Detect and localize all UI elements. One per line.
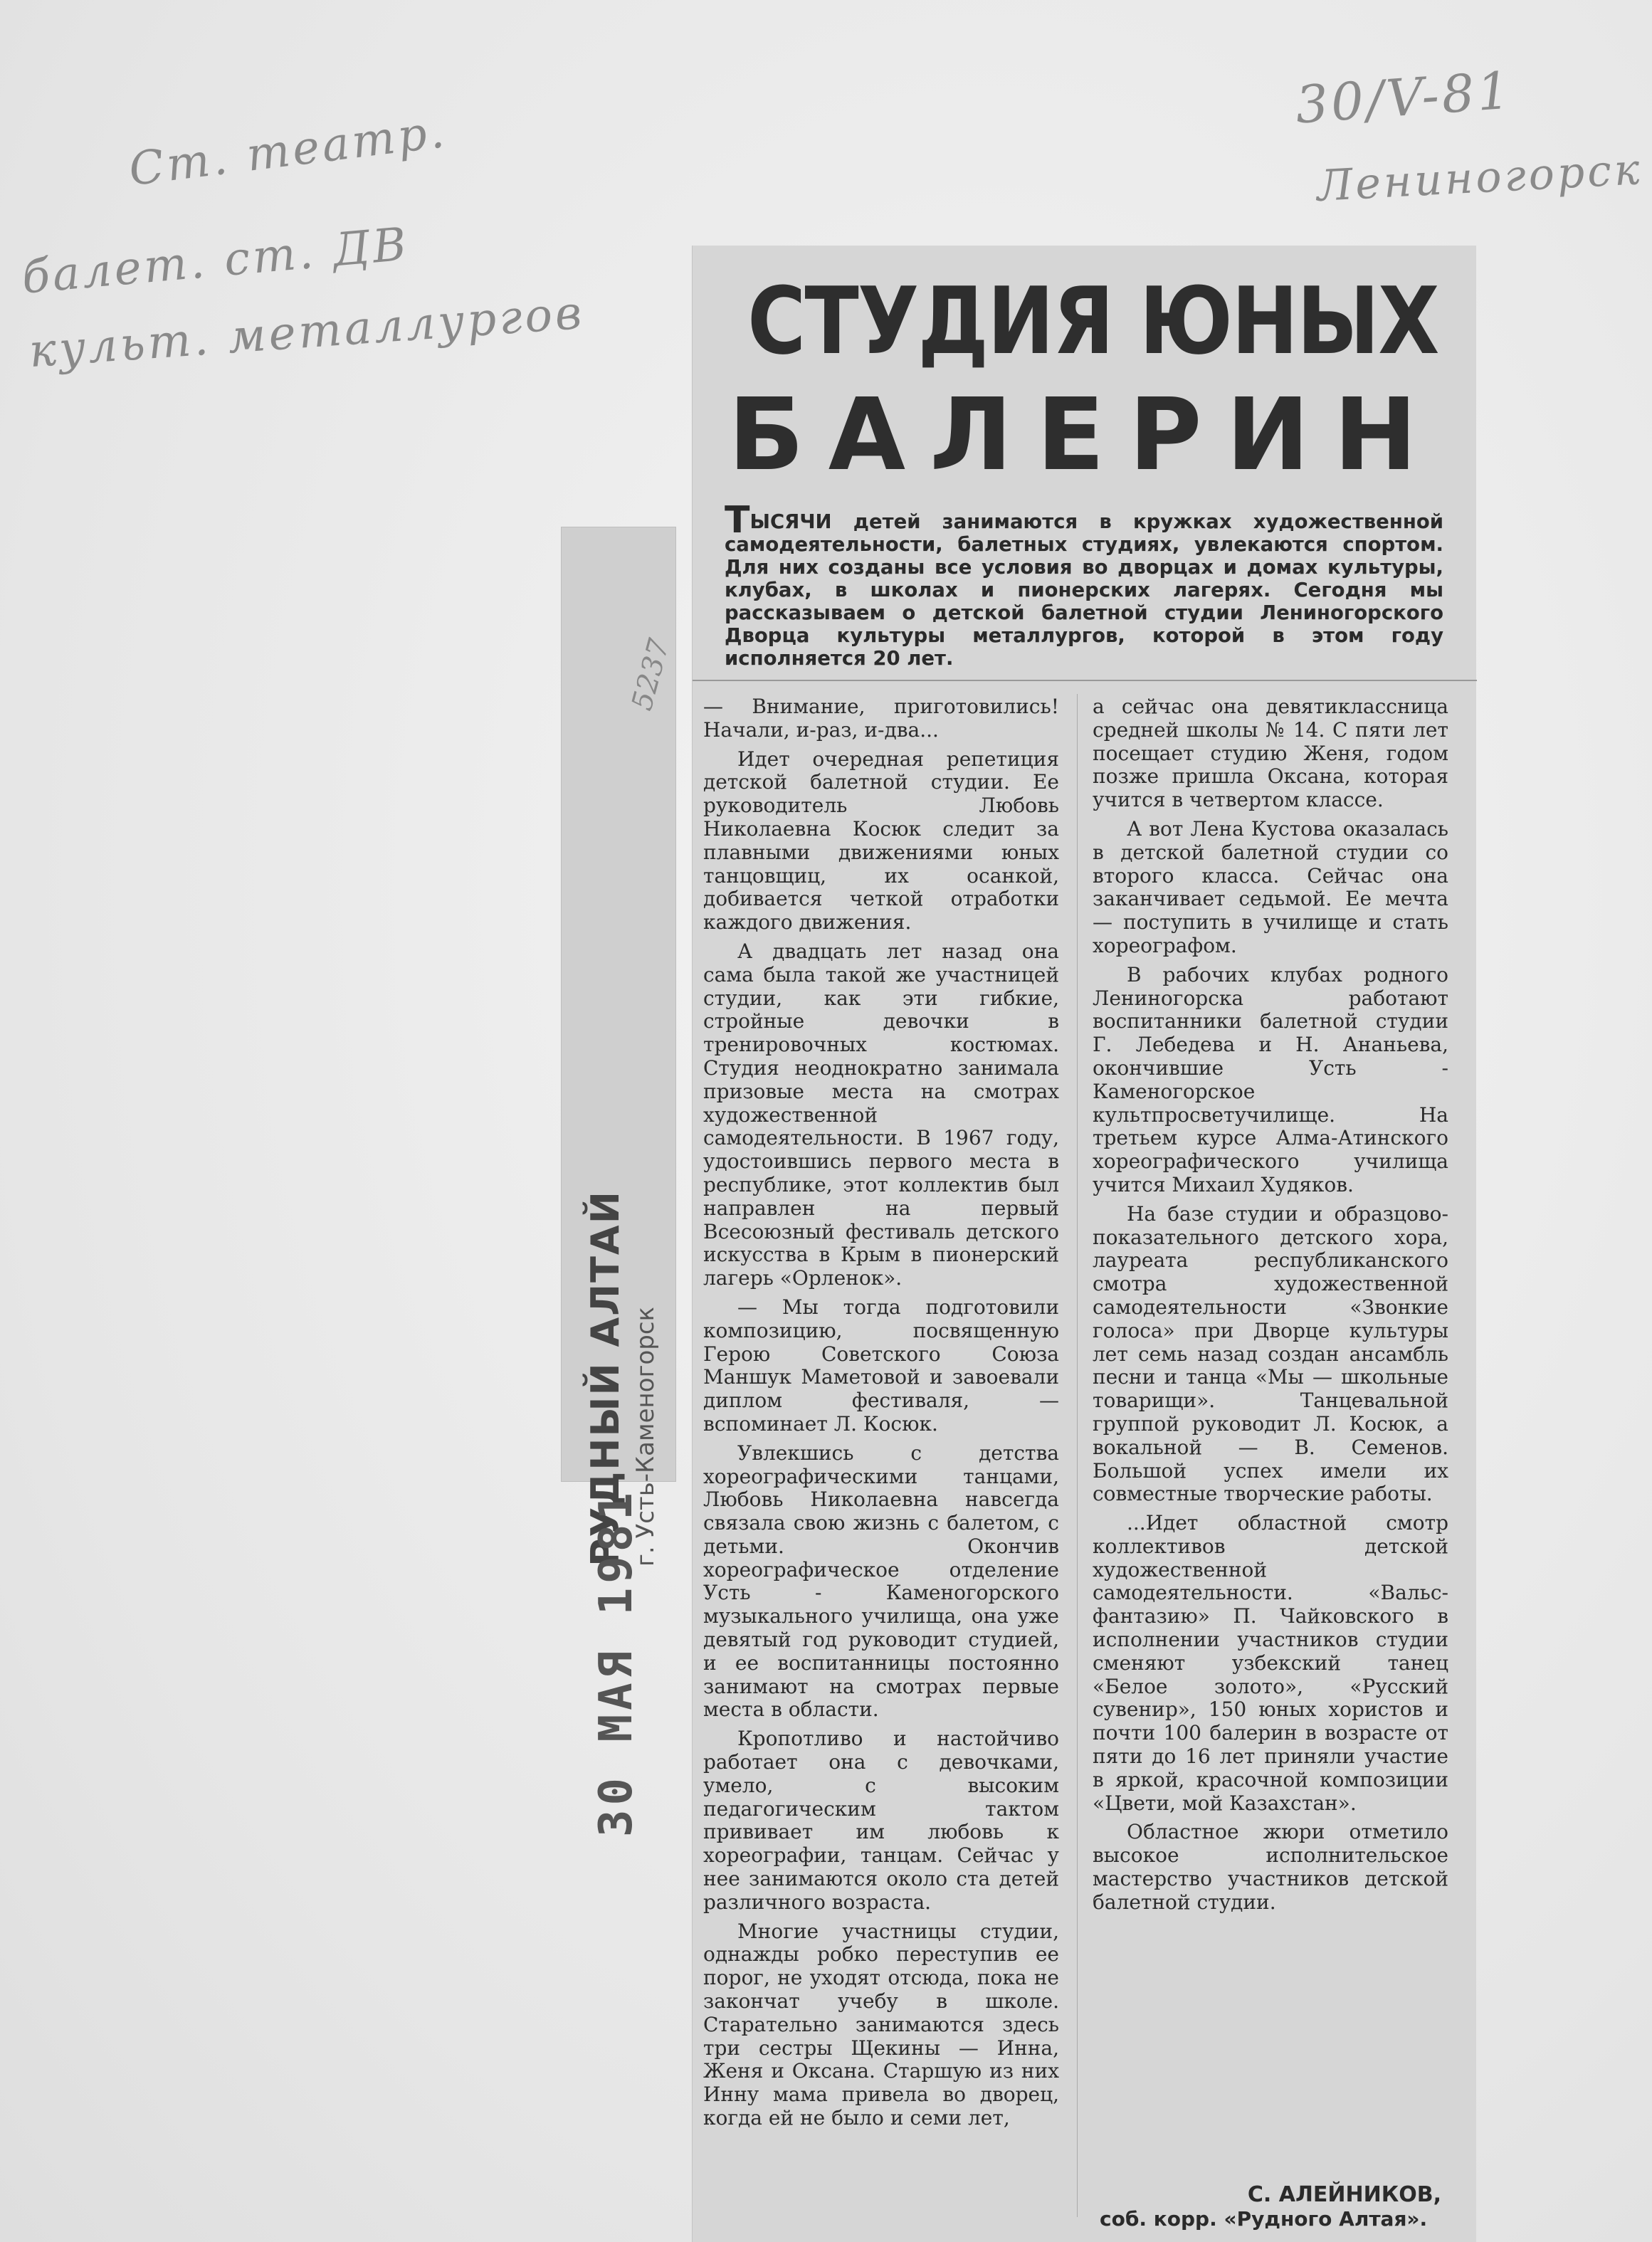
article-title-line1: СТУДИЯ ЮНЫХ (747, 267, 1438, 375)
newspaper-masthead-strip (561, 527, 676, 1837)
paragraph: Областное жюри отметило высокое исполнительское мастерство участников детской балетной студии. (1093, 1820, 1448, 1914)
paragraph: Многие участницы студии, однажды робко переступив ее порог, не уходят отсюда, пока не закончат учебу в школе. Старательно занимаются здесь три сестры Щекины — Инна, Женя и Оксана. Старшую из них Инну мама привела во дворец, когда ей не было и семи лет, (703, 1919, 1059, 2130)
handwritten-city: Лениногорск (1315, 144, 1644, 211)
handwritten-note-line1: Ст. театр. (126, 105, 450, 197)
paragraph: — Мы тогда подготовили композицию, посвященную Герою Советского Союза Маншук Маметовой и завоевали диплом фестиваля, — вспоминает Л. Косюк. (703, 1295, 1059, 1436)
paragraph: а сейчас она девятиклассница средней школы № 14. С пяти лет посещает студию Женя, годом позже пришла Оксана, которая учится в четвертом классе. (1093, 695, 1448, 812)
paragraph: На базе студии и образцово-показательного детского хора, лауреата республиканского смотра художественной самодеятельности «Звонкие голоса» при Дворце культуры лет семь назад создан ансамбль песни и танца «Мы — школьные товарищи». Танцевальной группой руководит Л. Косюк, а вокальной — В. Семенов. Большой успех имели их совместные творческие работы. (1093, 1201, 1448, 1506)
paragraph: — Внимание, приготовились! Начали, и-раз, и-два... (703, 695, 1059, 742)
column-divider (1077, 694, 1078, 2217)
paragraph: Идет очередная репетиция детской балетной студии. Ее руководитель Любовь Николаевна Косюк следит за плавными движениями юных танцовщиц, их осанкой, добивается четкой отработки каждого движения. (703, 747, 1059, 935)
newspaper-clipping (692, 246, 1476, 2242)
handwritten-note-line3: культ. металлургов (27, 286, 586, 379)
lead-divider (693, 680, 1477, 681)
archive-number: 5237 (626, 635, 676, 714)
paragraph: А вот Лена Кустова оказалась в детской балетной студии со второго класса. Сейчас она заканчивает седьмой. Ее мечта — поступить в училище и стать хореографом. (1093, 816, 1448, 957)
article-lead (725, 499, 1443, 670)
lead-initial: Т (725, 499, 750, 542)
article-title-line2: БАЛЕРИН (728, 377, 1441, 493)
publication-date: 30 МАЯ 1981 (590, 1488, 643, 1837)
paragraph: А двадцать лет назад она сама была такой же участницей студии, как эти гибкие, стройные девочки в тренировочных костюмах. Студия неоднократно занимала призовые места на смотрах художественной самодеятельности. В 1967 году, удостоившись первого места в республике, этот коллектив был направлен на первый Всесоюзный фестиваль детского искусства в Крым в пионерский лагерь «Орленок». (703, 939, 1059, 1290)
paragraph: ...Идет областной смотр коллективов детской художественной самодеятельности. «Вальс-фантазию» П. Чайковского в исполнении участников студии сменяют узбекский танец «Белое золото», «Русский сувенир», 150 юных хористов и почти 100 балерин в возрасте от пяти до 16 лет приняли участие в яркой, красочной композиции «Цвети, мой Казахстан». (1093, 1511, 1448, 1815)
newspaper-city: г. Усть-Каменогорск (631, 1306, 660, 1567)
newspaper-name: РУДНЫЙ АЛТАЙ (583, 1190, 628, 1567)
handwritten-date: 30/V-81 (1293, 60, 1515, 135)
lead-text: ЫСЯЧИ детей занимаются в кружках художественной самодеятельности, балетных студиях, увлекаются спортом. Для них созданы все условия во дворцах и домах культуры, клубах, в школах и пионерских лагерях. Сегодня мы рассказываем о детской балетной студии Лениногорского Дворца культуры металлургов, которой в этом году исполняется 20 лет. (725, 510, 1443, 670)
author-name: С. АЛЕЙНИКОВ, (1247, 2182, 1441, 2207)
paragraph: В рабочих клубах родного Лениногорска работают воспитанники балетной студии Г. Лебедева и Н. Ананьева, окончившие Усть - Каменогорское культпросветучилище. На третьем курсе Алма-Атинского хореографического училища учится Михаил Худяков. (1093, 962, 1448, 1196)
author-position: соб. корр. «Рудного Алтая». (1100, 2207, 1428, 2231)
article-column-1 (703, 695, 1059, 2136)
paragraph: Увлекшись с детства хореографическими танцами, Любовь Николаевна навсегда связала свою жизнь с балетом, с детьми. Окончив хореографическое отделение Усть - Каменогорского музыкального училища, она уже девятый год руководит студией, и ее воспитанницы постоянно занимают на смотрах первые места в области. (703, 1441, 1059, 1722)
article-column-2 (1093, 695, 1448, 1920)
paragraph: Кропотливо и настойчиво работает она с девочками, умело, с высоким педагогическим тактом прививает им любовь к хореографии, танцам. Сейчас у нее занимаются около ста детей различного возраста. (703, 1727, 1059, 1914)
article-byline (1100, 2183, 1456, 2231)
handwritten-note-line2: балет. ст. ДВ (19, 218, 411, 305)
